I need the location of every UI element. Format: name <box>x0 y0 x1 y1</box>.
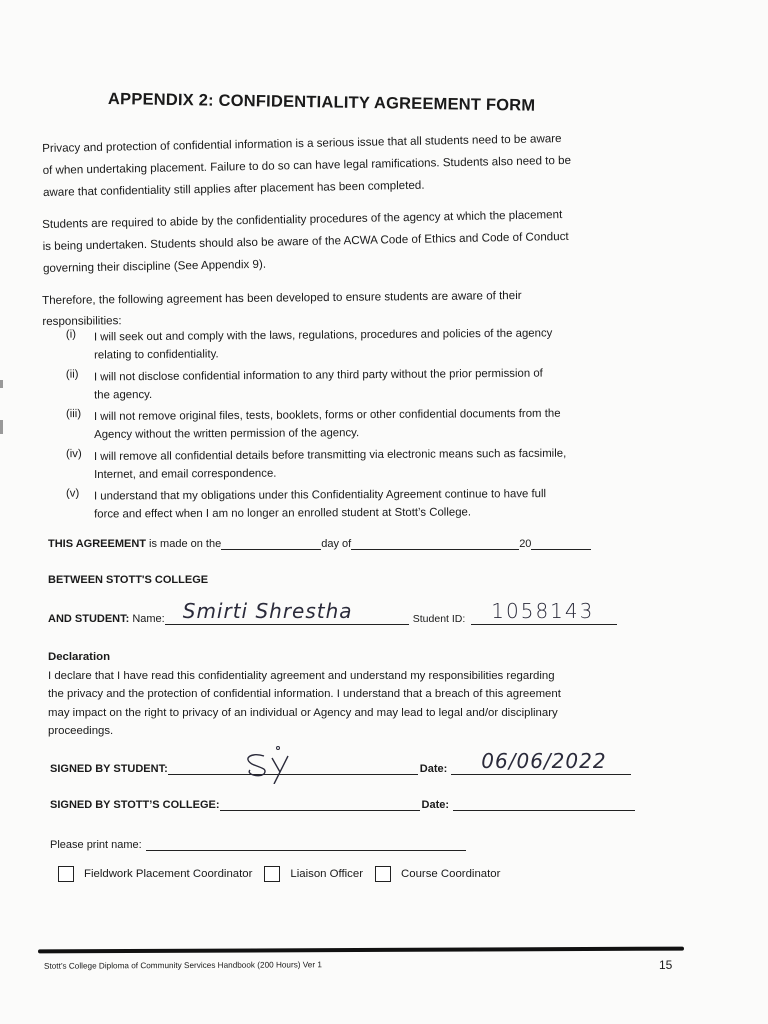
student-date-field[interactable] <box>451 749 631 775</box>
student-name-field[interactable] <box>165 599 409 625</box>
declaration-section <box>48 648 668 741</box>
page-title: APPENDIX 2: CONFIDENTIALITY AGREEMENT FORM <box>107 90 536 115</box>
text-line: I will seek out and comply with the laws, regulations, procedures and policies of the agency <box>93 327 553 344</box>
scan-edge-mark <box>0 380 3 388</box>
text-line: relating to confidentiality. <box>94 348 219 362</box>
student-label: AND STUDENT: <box>48 613 130 625</box>
student-id-field[interactable] <box>471 599 617 625</box>
intro-paragraph <box>42 126 683 204</box>
agreement-text: is made on the <box>146 538 222 550</box>
student-id-value: 1058143 <box>491 599 595 623</box>
text-line: I understand that my obligations under this Confidentiality Agreement continue to have full <box>93 488 547 503</box>
footer-text: Stott’s College Diploma of Community Services Handbook (200 Hours) Ver 1 <box>43 960 322 971</box>
text-line: the privacy and the protection of confidential information. I understand that a breach of this agreement <box>48 688 561 700</box>
text-line: responsibilities: <box>42 314 122 328</box>
college-signature-row <box>50 796 635 811</box>
between-heading: BETWEEN STOTT'S COLLEGE <box>48 574 209 586</box>
footer-divider <box>38 947 684 954</box>
list-item <box>66 444 686 484</box>
day-of-label: day of <box>321 538 352 550</box>
list-item <box>66 363 686 404</box>
text-line: Therefore, the following agreement has been developed to ensure students are aware of their <box>42 288 522 307</box>
agreement-label: THIS AGREEMENT <box>48 538 146 550</box>
text-line: Internet, and email correspondence. <box>94 467 277 481</box>
scan-edge-mark <box>0 420 3 434</box>
text-line: of when undertaking placement. Failure to do so can have legal ramifications. Students also need to be <box>42 153 572 177</box>
text-line: Privacy and protection of confidential information is a serious issue that all students need to be aware <box>42 132 562 155</box>
requirements-paragraph <box>42 202 683 280</box>
list-number: (iii) <box>65 408 82 421</box>
text-line: aware that confidentiality still applies after placement has been completed. <box>42 178 425 199</box>
text-line: I will remove all confidential details before transmitting via electronic means such as facsimile, <box>93 447 567 463</box>
checkbox[interactable] <box>58 866 74 882</box>
role-option-fieldwork[interactable] <box>58 866 252 882</box>
text-line: Students are required to abide by the confidentiality procedures of the agency at which the placement <box>42 208 563 231</box>
list-number: (i) <box>65 328 77 341</box>
signature-mark-icon <box>238 744 298 784</box>
role-label: Course Coordinator <box>401 868 501 880</box>
role-label: Fieldwork Placement Coordinator <box>84 868 253 880</box>
responsibilities-list <box>66 326 686 526</box>
role-option-liaison[interactable] <box>264 866 363 882</box>
month-field[interactable] <box>351 535 519 550</box>
text-line: is being undertaken. Students should also be aware of the ACWA Code of Ethics and Code of Conduct <box>42 229 569 253</box>
text-line: I declare that I have read this confidentiality agreement and understand my responsibilities regarding <box>48 669 555 682</box>
student-signature-label: SIGNED BY STUDENT: <box>50 763 168 775</box>
college-signature-label: SIGNED BY STOTT’S COLLEGE: <box>50 799 220 811</box>
checkbox[interactable] <box>375 866 391 882</box>
student-signature-field[interactable] <box>168 760 418 775</box>
list-item <box>66 484 686 523</box>
student-date-value: 06/06/2022 <box>481 749 607 773</box>
print-name-row <box>50 836 466 851</box>
text-line: governing their discipline (See Appendix 9). <box>42 257 267 275</box>
page-number: 15 <box>659 958 673 972</box>
role-checkboxes <box>58 866 512 882</box>
agreement-date-row <box>48 535 591 550</box>
list-item <box>66 404 686 444</box>
text-line: I will not disclose confidential information to any third party without the prior permission of <box>93 367 543 384</box>
day-field[interactable] <box>221 535 321 550</box>
declaration-heading: Declaration <box>48 651 111 663</box>
college-date-field[interactable] <box>453 796 635 811</box>
print-name-label: Please print name: <box>50 839 142 851</box>
college-signature-field[interactable] <box>220 796 420 811</box>
text-line: the agency. <box>94 388 153 402</box>
year-prefix: 20 <box>519 538 532 550</box>
year-field[interactable] <box>531 535 591 550</box>
role-label: Liaison Officer <box>290 868 364 880</box>
college-date-label: Date: <box>421 799 450 811</box>
list-number: (iv) <box>65 448 82 461</box>
text-line: Agency without the written permission of the agency. <box>94 427 360 441</box>
student-date-label: Date: <box>419 763 448 775</box>
print-name-field[interactable] <box>146 836 466 851</box>
text-line: I will not remove original files, tests, booklets, forms or other confidential documents from the <box>93 407 561 423</box>
role-option-course[interactable] <box>375 866 500 882</box>
list-number: (v) <box>65 487 80 500</box>
student-id-label: Student ID: <box>412 613 466 625</box>
text-line: may impact on the right to privacy of an individual or Agency and may lead to legal and/or disciplinary <box>48 706 558 719</box>
text-line: force and effect when I am no longer an enrolled student at Stott’s College. <box>94 506 472 521</box>
checkbox[interactable] <box>264 866 280 882</box>
text-line: proceedings. <box>48 725 114 737</box>
list-number: (ii) <box>65 368 79 381</box>
student-name-value: Smirti Shrestha <box>182 599 353 623</box>
name-label: Name: <box>129 613 165 625</box>
student-signature-row <box>50 749 631 775</box>
student-row <box>48 599 617 625</box>
list-item <box>66 323 686 364</box>
